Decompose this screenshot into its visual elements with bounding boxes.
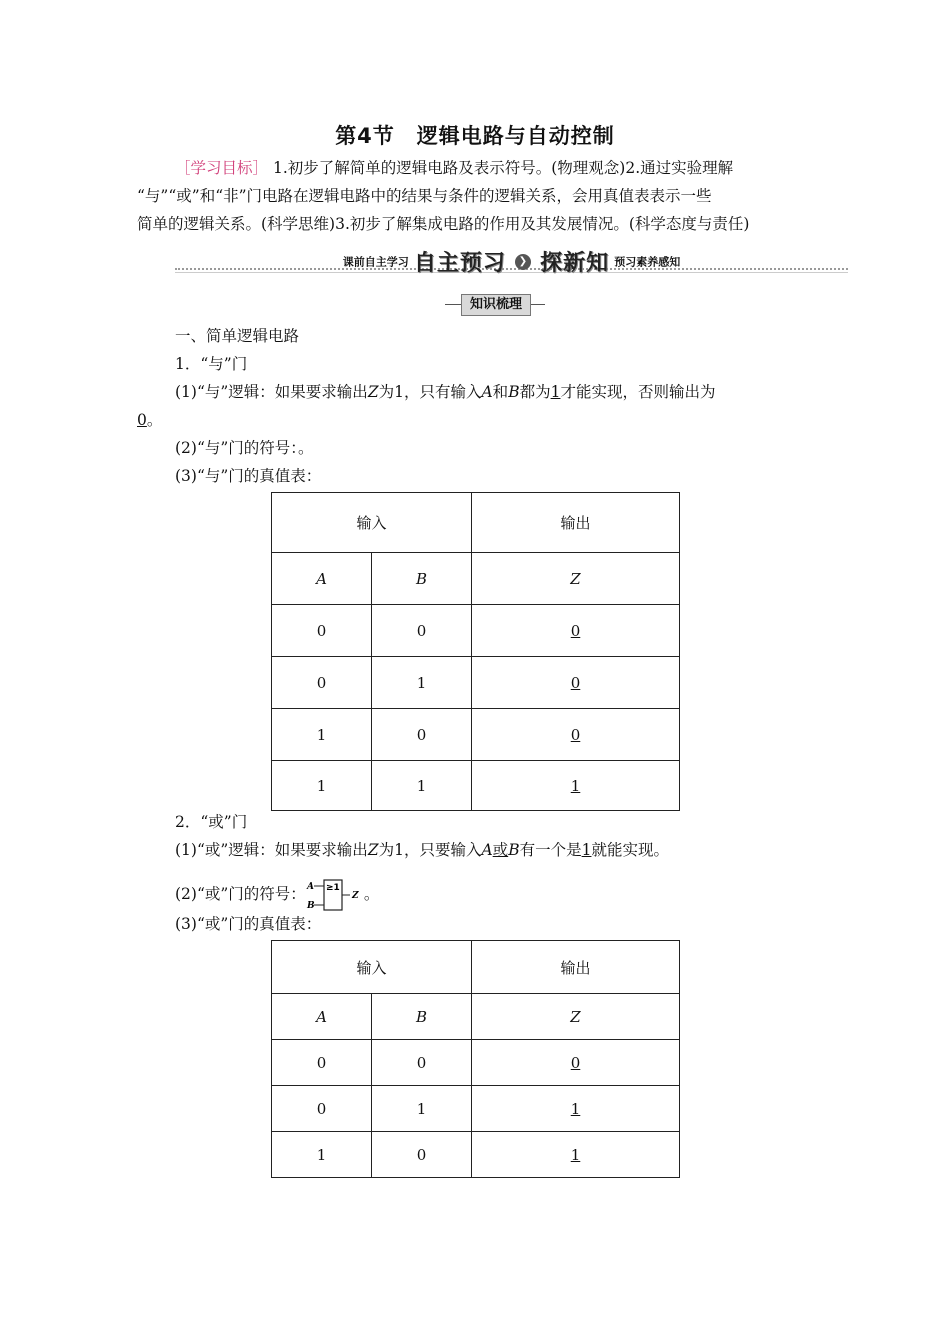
and-logic-text-3: 都为 [519,383,551,401]
objectives-line-2: “与”“或”和“非”门电路在逻辑电路中的结果与条件的逻辑关系，会用真值表表示一些 [137,187,712,205]
page-title: 第4节 逻辑电路与自动控制 [335,124,615,148]
cell-b: 0 [372,605,472,657]
cell-a: 0 [272,1086,372,1132]
or-col-a: A [272,994,372,1040]
cell-z: 0 [472,1040,680,1086]
and-table-label: (3)“与”门的真值表： [175,467,322,485]
and-logic-line [175,378,715,406]
table-row [272,1040,680,1086]
table-row [272,605,680,657]
table-row [272,761,680,811]
cell-a: 0 [272,657,372,709]
and-gate-heading: 1．“与”门 [175,355,248,373]
cell-z: 0 [472,657,680,709]
or-col-z: Z [472,994,680,1040]
objectives-text-1: 1.初步了解简单的逻辑电路及表示符号。(物理观念)2.通过实验理解 [272,159,734,177]
and-truth-table [271,492,680,811]
and-logic-text-4: 才能实现，否则输出为 [560,383,716,401]
or-logic-text-4: 就能实现。 [591,841,669,859]
knowledge-box-label: 知识梳理 [461,294,531,316]
or-symbol-line [175,878,379,912]
or-symbol-prefix: (2)“或”门的符号： [175,885,306,903]
and-input-header: 输入 [272,493,472,553]
and-col-z: Z [472,553,680,605]
or-input-header: 输入 [272,941,472,994]
or-logic-z: Z [367,841,379,859]
objectives-line-1 [175,154,733,182]
or-logic-text-1: (1)“或”逻辑：如果要求输出 [175,841,368,859]
cell-z: 1 [472,1132,680,1178]
chevron-right-icon: ❯ [515,254,531,270]
cell-z: 1 [472,1086,680,1132]
cell-a: 0 [272,605,372,657]
or-logic-a: A [481,841,493,859]
or-col-b: B [372,994,472,1040]
objectives-line-3: 简单的逻辑关系。(科学思维)3.初步了解集成电路的作用及其发展情况。(科学态度与责任) [137,215,750,233]
knowledge-box [445,294,545,316]
or-logic-line [175,836,669,864]
or-output-header: 输出 [472,941,680,994]
cell-b: 1 [372,657,472,709]
and-logic-a: A [481,383,493,401]
and-output-header: 输出 [472,493,680,553]
and-logic-b: B [508,383,520,401]
cell-a: 0 [272,1040,372,1086]
or-logic-blank-or: 或 [492,841,509,859]
and-logic-blank-0: 0 [137,411,147,429]
cell-z: 0 [472,709,680,761]
table-row [272,1132,680,1178]
cell-b: 1 [372,1086,472,1132]
or-gate-input-a: A [306,882,314,892]
and-logic-and-word: 和 [492,383,509,401]
and-col-a: A [272,553,372,605]
section-banner [175,246,848,276]
section-heading-1: 一、简单逻辑电路 [175,327,300,345]
or-table-label: (3)“或”门的真值表： [175,915,322,933]
or-logic-blank-1: 1 [581,841,592,859]
or-gate-symbol-icon [306,878,364,912]
or-gate-input-b: B [306,901,315,911]
and-logic-blank-1: 1 [550,383,561,401]
and-symbol-line: (2)“与”门的符号：。 [175,439,314,457]
table-row [272,657,680,709]
or-logic-text-2: 为1，只要输入 [378,841,482,859]
and-logic-text-2: 为1，只有输入 [378,383,482,401]
cell-a: 1 [272,709,372,761]
cell-b: 0 [372,709,472,761]
cell-b: 1 [372,761,472,811]
or-gate-heading: 2．“或”门 [175,813,248,831]
and-logic-text-5: 。 [146,411,163,429]
or-truth-table [271,940,680,1178]
and-logic-line-2 [137,406,162,434]
banner-title-1: 自主预习 [413,251,506,276]
and-col-b: B [372,553,472,605]
cell-a: 1 [272,761,372,811]
banner-title-2: 探新知 [540,251,610,276]
and-logic-text-1: (1)“与”逻辑：如果要求输出 [175,383,368,401]
or-logic-text-3: 有一个是 [519,841,582,859]
cell-b: 0 [372,1040,472,1086]
banner-left-label: 课前自主学习 [342,255,409,269]
banner-right-label: 预习素养感知 [614,255,681,269]
or-gate-output-z: Z [351,891,359,901]
objectives-tag: ［学习目标］ [175,159,269,177]
or-symbol-suffix: 。 [363,885,380,903]
cell-z: 1 [472,761,680,811]
cell-a: 1 [272,1132,372,1178]
table-row [272,709,680,761]
cell-z: 0 [472,605,680,657]
and-logic-z: Z [367,383,379,401]
table-row [272,1086,680,1132]
or-logic-b: B [508,841,520,859]
cell-b: 0 [372,1132,472,1178]
or-gate-label: ≥1 [325,883,340,893]
